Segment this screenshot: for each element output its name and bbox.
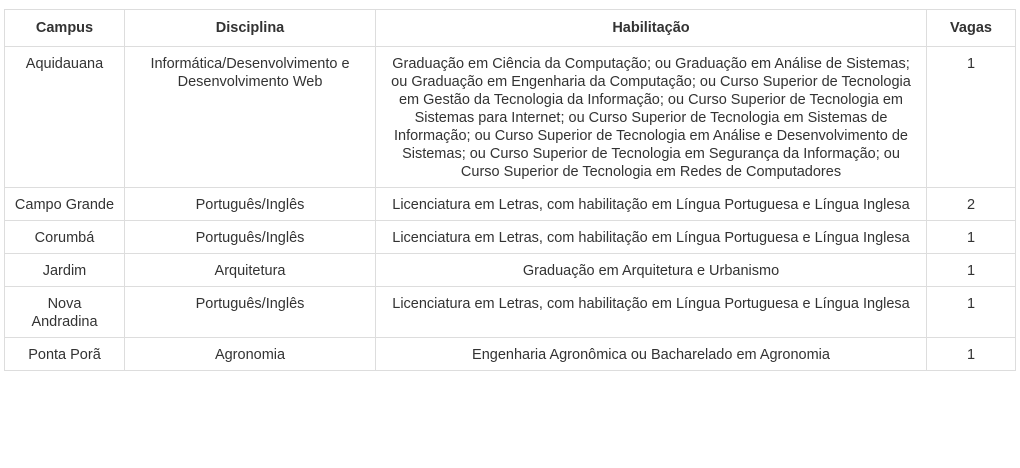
disciplina-cell: Agronomia bbox=[125, 338, 376, 371]
habilitacao-cell: Graduação em Arquitetura e Urbanismo bbox=[376, 254, 927, 287]
vagas-cell: 1 bbox=[927, 221, 1016, 254]
habilitacao-cell: Licenciatura em Letras, com habilitação em Língua Portuguesa e Língua Inglesa bbox=[376, 188, 927, 221]
disciplina-cell: Português/Inglês bbox=[125, 221, 376, 254]
vagas-cell: 1 bbox=[927, 254, 1016, 287]
header-vagas: Vagas bbox=[927, 10, 1016, 47]
vagas-cell: 2 bbox=[927, 188, 1016, 221]
campus-cell: Campo Grande bbox=[5, 188, 125, 221]
habilitacao-cell: Licenciatura em Letras, com habilitação em Língua Portuguesa e Língua Inglesa bbox=[376, 287, 927, 338]
habilitacao-cell: Engenharia Agronômica ou Bacharelado em Agronomia bbox=[376, 338, 927, 371]
table-row bbox=[5, 254, 1016, 287]
disciplina-cell: Arquitetura bbox=[125, 254, 376, 287]
campus-cell: Jardim bbox=[5, 254, 125, 287]
campus-cell: Ponta Porã bbox=[5, 338, 125, 371]
vagas-cell: 1 bbox=[927, 338, 1016, 371]
disciplina-cell: Informática/Desenvolvimento e Desenvolvimento Web bbox=[125, 47, 376, 188]
header-disciplina: Disciplina bbox=[125, 10, 376, 47]
table-row bbox=[5, 188, 1016, 221]
table-row bbox=[5, 47, 1016, 188]
habilitacao-cell: Graduação em Ciência da Computação; ou Graduação em Análise de Sistemas; ou Graduação em Engenharia da Computação; ou Curso Superior de Tecnologia em Gestão da Tecnologia da Informação; ou Curso Superior de Tecnologia em Sistemas para Internet; ou Curso Superior de Tecnologia em Sistemas de Informação; ou Curso Superior de Tecnologia em Análise e Desenvolvimento de Sistemas; ou Curso Superior de Tecnologia em Segurança da Informação; ou Curso Superior de Tecnologia em Redes de Computadores bbox=[376, 47, 927, 188]
table-row bbox=[5, 287, 1016, 338]
campus-cell: Corumbá bbox=[5, 221, 125, 254]
table-header-row bbox=[5, 10, 1016, 47]
vacancies-table bbox=[4, 9, 1016, 371]
campus-cell: Nova Andradina bbox=[5, 287, 125, 338]
table-row bbox=[5, 338, 1016, 371]
campus-cell: Aquidauana bbox=[5, 47, 125, 188]
header-habilitacao: Habilitação bbox=[376, 10, 927, 47]
vagas-cell: 1 bbox=[927, 287, 1016, 338]
habilitacao-cell: Licenciatura em Letras, com habilitação em Língua Portuguesa e Língua Inglesa bbox=[376, 221, 927, 254]
vagas-cell: 1 bbox=[927, 47, 1016, 188]
header-campus: Campus bbox=[5, 10, 125, 47]
table-row bbox=[5, 221, 1016, 254]
disciplina-cell: Português/Inglês bbox=[125, 287, 376, 338]
disciplina-cell: Português/Inglês bbox=[125, 188, 376, 221]
